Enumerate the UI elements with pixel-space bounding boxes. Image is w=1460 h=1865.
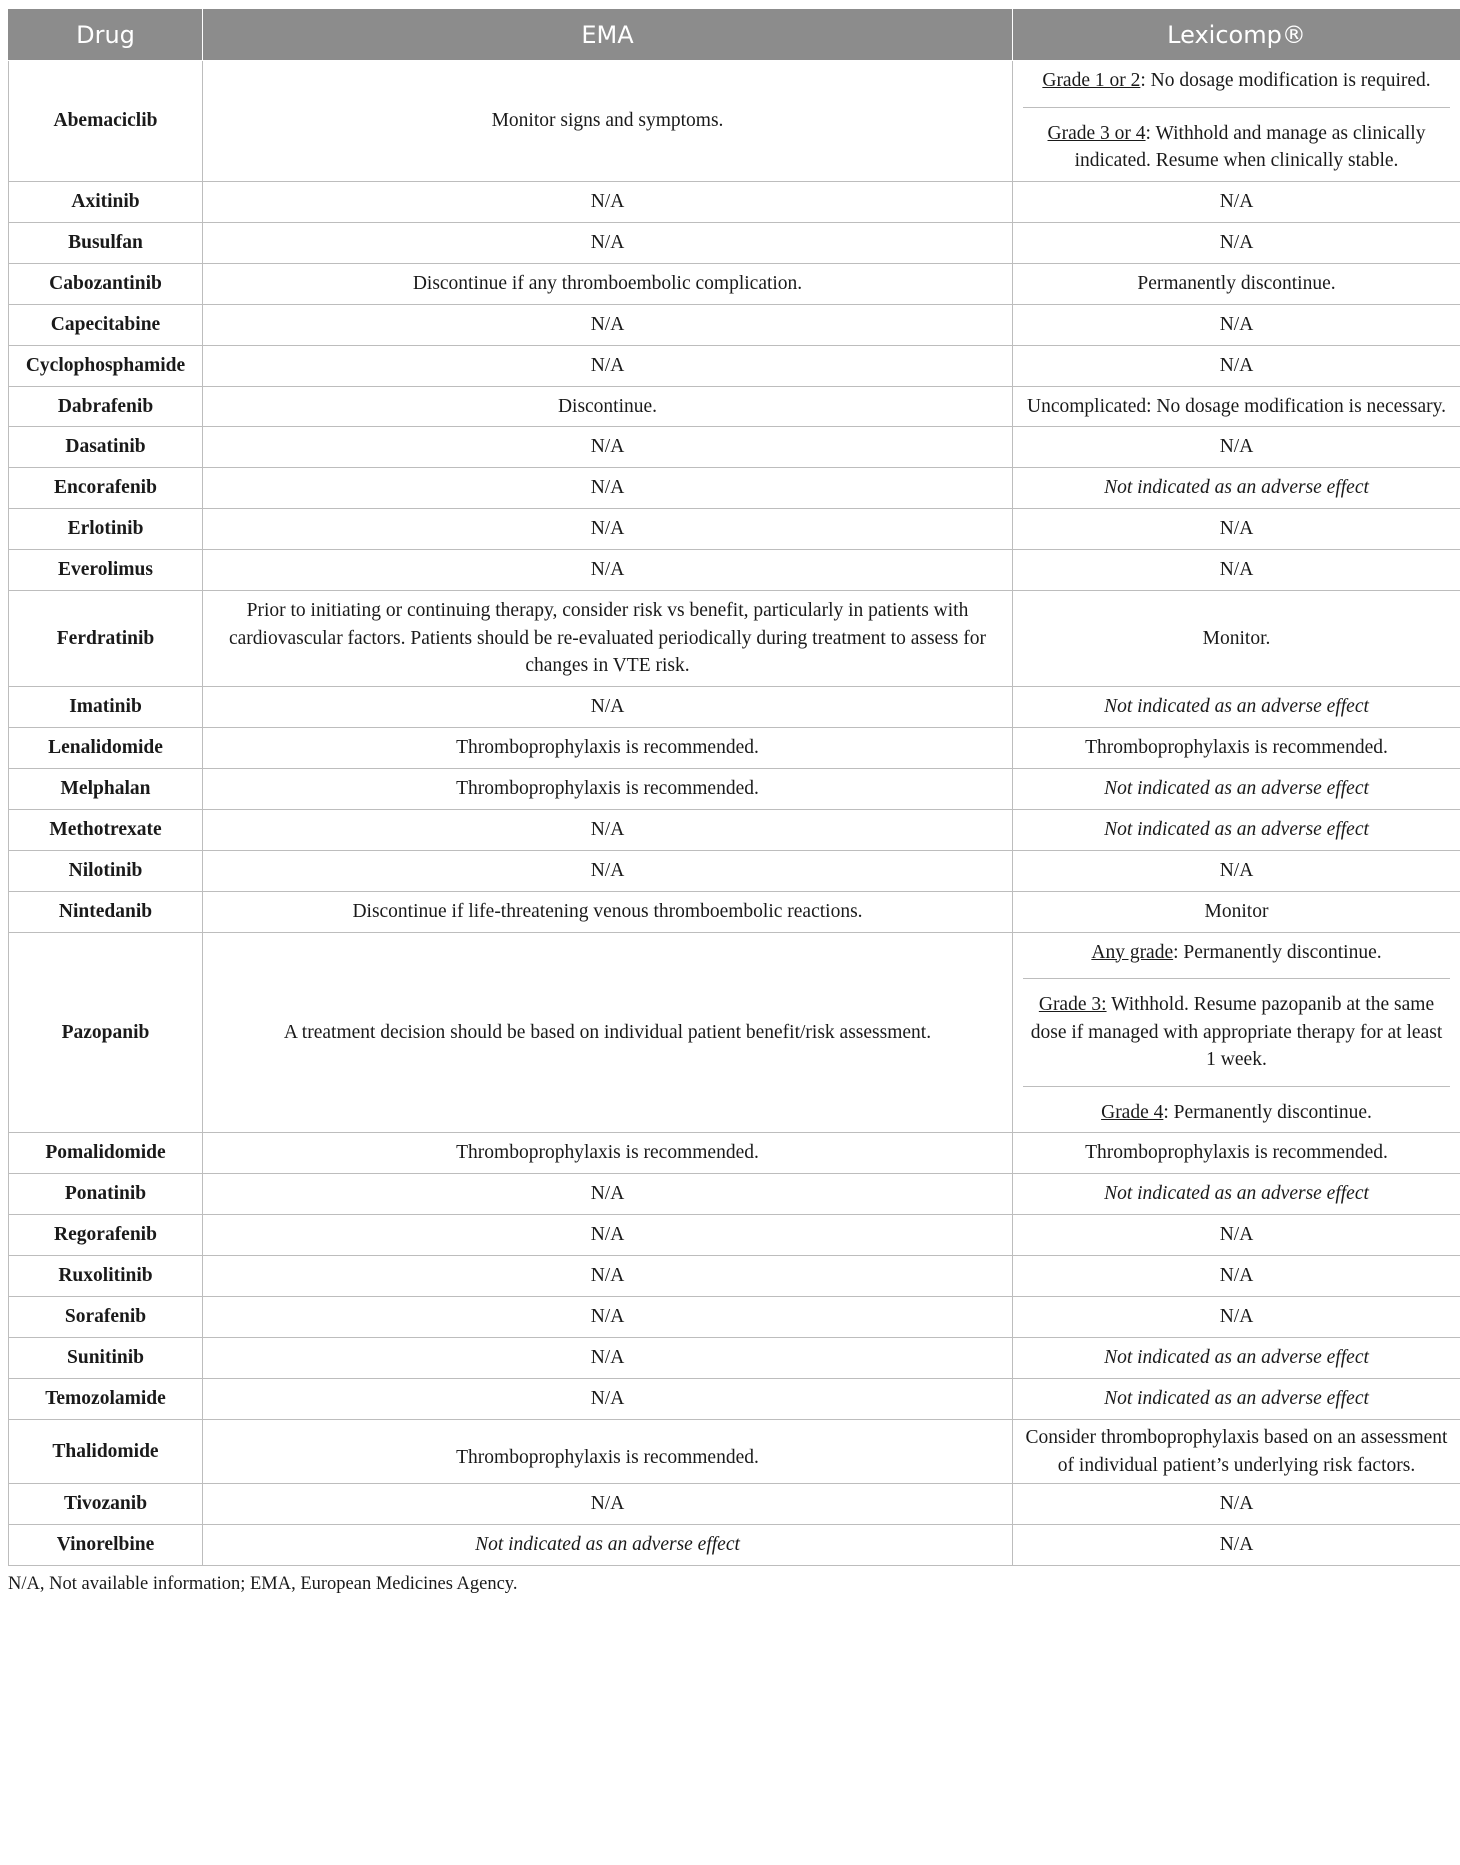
table-row [9, 1174, 1460, 1215]
table-row [9, 727, 1460, 768]
ema-cell: N/A [203, 509, 1013, 550]
ema-cell: N/A [203, 345, 1013, 386]
table-row [9, 850, 1460, 891]
lexicomp-cell: N/A [1013, 1215, 1460, 1256]
drug-cell: Axitinib [9, 181, 203, 222]
ema-cell: N/A [203, 304, 1013, 345]
table-row [9, 304, 1460, 345]
drug-cell: Pomalidomide [9, 1133, 203, 1174]
lexicomp-cell: Uncomplicated: No dosage modification is necessary. [1013, 386, 1460, 427]
lexicomp-sub-item [1023, 978, 1450, 1086]
ema-cell: N/A [203, 550, 1013, 591]
drug-cell: Busulfan [9, 222, 203, 263]
table-row [9, 1133, 1460, 1174]
ema-cell: N/A [203, 1484, 1013, 1525]
ema-cell: Thromboprophylaxis is recommended. [203, 1420, 1013, 1484]
table-row [9, 509, 1460, 550]
lexicomp-sub-item [1023, 61, 1450, 107]
table-row [9, 1420, 1460, 1484]
drug-cell: Temozolamide [9, 1379, 203, 1420]
lexicomp-sub-item [1023, 933, 1450, 979]
drug-cell: Capecitabine [9, 304, 203, 345]
drug-cell: Methotrexate [9, 809, 203, 850]
ema-cell: N/A [203, 850, 1013, 891]
lexicomp-sub-item [1023, 107, 1450, 181]
table-row [9, 427, 1460, 468]
drug-cell: Abemaciclib [9, 61, 203, 182]
ema-cell: Monitor signs and symptoms. [203, 61, 1013, 182]
ema-cell: Thromboprophylaxis is recommended. [203, 768, 1013, 809]
drug-cell: Regorafenib [9, 1215, 203, 1256]
table-row [9, 181, 1460, 222]
lexicomp-cell: N/A [1013, 509, 1460, 550]
drug-cell: Sorafenib [9, 1297, 203, 1338]
lexicomp-cell: N/A [1013, 345, 1460, 386]
drug-cell: Sunitinib [9, 1338, 203, 1379]
ema-cell: N/A [203, 809, 1013, 850]
lexicomp-cell: Thromboprophylaxis is recommended. [1013, 727, 1460, 768]
table-row [9, 1484, 1460, 1525]
lexicomp-cell: Monitor. [1013, 591, 1460, 687]
lexicomp-cell: N/A [1013, 1297, 1460, 1338]
table-row [9, 468, 1460, 509]
ema-cell: N/A [203, 222, 1013, 263]
ema-cell: A treatment decision should be based on individual patient benefit/risk assessment. [203, 932, 1013, 1133]
drug-cell: Vinorelbine [9, 1525, 203, 1566]
lexicomp-cell: N/A [1013, 550, 1460, 591]
ema-cell: N/A [203, 1297, 1013, 1338]
lexicomp-cell: Thromboprophylaxis is recommended. [1013, 1133, 1460, 1174]
lexicomp-cell: Not indicated as an adverse effect [1013, 768, 1460, 809]
ema-cell: N/A [203, 468, 1013, 509]
lexicomp-cell: Monitor [1013, 891, 1460, 932]
document-page [8, 8, 1460, 1595]
ema-cell: N/A [203, 1338, 1013, 1379]
lexicomp-cell: Not indicated as an adverse effect [1013, 1338, 1460, 1379]
table-row [9, 591, 1460, 687]
lexicomp-cell: N/A [1013, 850, 1460, 891]
lexicomp-cell [1013, 61, 1460, 182]
table-row [9, 1256, 1460, 1297]
ema-cell: Prior to initiating or continuing therapy, consider risk vs benefit, particularly in patients with cardiovascular factors. Patients should be re-evaluated periodically during treatment to assess for changes in VTE risk. [203, 591, 1013, 687]
table-row [9, 1525, 1460, 1566]
lexicomp-cell: N/A [1013, 222, 1460, 263]
grade-text: : Permanently discontinue. [1173, 941, 1382, 963]
header-row [9, 9, 1460, 61]
table-row [9, 768, 1460, 809]
table-row [9, 1215, 1460, 1256]
lexicomp-cell: N/A [1013, 1256, 1460, 1297]
header-lexicomp: Lexicomp® [1013, 9, 1460, 61]
drug-cell: Dasatinib [9, 427, 203, 468]
table-row [9, 1379, 1460, 1420]
drug-cell: Erlotinib [9, 509, 203, 550]
drug-cell: Lenalidomide [9, 727, 203, 768]
lexicomp-cell: Not indicated as an adverse effect [1013, 1174, 1460, 1215]
table-row [9, 263, 1460, 304]
ema-cell: Discontinue. [203, 386, 1013, 427]
table-row [9, 61, 1460, 182]
grade-label: Any grade [1091, 941, 1174, 963]
lexicomp-cell: N/A [1013, 304, 1460, 345]
drug-cell: Ruxolitinib [9, 1256, 203, 1297]
table-row [9, 345, 1460, 386]
ema-cell: N/A [203, 1256, 1013, 1297]
lexicomp-cell: Not indicated as an adverse effect [1013, 1379, 1460, 1420]
lexicomp-cell [1013, 932, 1460, 1133]
ema-cell: N/A [203, 181, 1013, 222]
lexicomp-cell: N/A [1013, 427, 1460, 468]
ema-cell: N/A [203, 686, 1013, 727]
grade-label: Grade 4 [1101, 1101, 1164, 1123]
drug-cell: Cyclophosphamide [9, 345, 203, 386]
table-row [9, 891, 1460, 932]
table-row [9, 550, 1460, 591]
ema-cell: Discontinue if any thromboembolic complication. [203, 263, 1013, 304]
grade-text: : Permanently discontinue. [1163, 1101, 1372, 1123]
drug-cell: Tivozanib [9, 1484, 203, 1525]
lexicomp-cell: Consider thromboprophylaxis based on an assessment of individual patient’s underlying risk factors. [1013, 1420, 1460, 1484]
drug-cell: Nintedanib [9, 891, 203, 932]
lexicomp-cell: Permanently discontinue. [1013, 263, 1460, 304]
lexicomp-cell: Not indicated as an adverse effect [1013, 468, 1460, 509]
table-footnote: N/A, Not available information; EMA, European Medicines Agency. [8, 1574, 518, 1594]
ema-cell: N/A [203, 1379, 1013, 1420]
drug-cell: Thalidomide [9, 1420, 203, 1484]
lexicomp-cell: Not indicated as an adverse effect [1013, 686, 1460, 727]
table-row [9, 1338, 1460, 1379]
table-row [9, 809, 1460, 850]
drug-cell: Ferdratinib [9, 591, 203, 687]
grade-label: Grade 1 or 2 [1042, 70, 1141, 91]
drug-cell: Nilotinib [9, 850, 203, 891]
ema-cell: Not indicated as an adverse effect [203, 1525, 1013, 1566]
header-ema: EMA [203, 9, 1013, 61]
grade-text: : Withhold and manage as clinically indicated. Resume when clinically stable. [1074, 122, 1426, 171]
lexicomp-cell: N/A [1013, 1525, 1460, 1566]
table-row [9, 222, 1460, 263]
table-row [9, 1297, 1460, 1338]
lexicomp-cell: Not indicated as an adverse effect [1013, 809, 1460, 850]
drug-cell: Melphalan [9, 768, 203, 809]
drug-cell: Pazopanib [9, 932, 203, 1133]
drug-table [8, 8, 1460, 1566]
lexicomp-cell: N/A [1013, 181, 1460, 222]
drug-cell: Dabrafenib [9, 386, 203, 427]
drug-cell: Ponatinib [9, 1174, 203, 1215]
table-row [9, 932, 1460, 1133]
ema-cell: N/A [203, 427, 1013, 468]
header-drug: Drug [9, 9, 203, 61]
drug-cell: Everolimus [9, 550, 203, 591]
table-row [9, 386, 1460, 427]
ema-cell: Thromboprophylaxis is recommended. [203, 1133, 1013, 1174]
lexicomp-cell: N/A [1013, 1484, 1460, 1525]
drug-cell: Imatinib [9, 686, 203, 727]
lexicomp-sub-item [1023, 1086, 1450, 1133]
drug-cell: Encorafenib [9, 468, 203, 509]
drug-cell: Cabozantinib [9, 263, 203, 304]
ema-cell: N/A [203, 1174, 1013, 1215]
grade-text: : No dosage modification is required. [1140, 70, 1431, 91]
table-row [9, 686, 1460, 727]
ema-cell: Discontinue if life-threatening venous thromboembolic reactions. [203, 891, 1013, 932]
ema-cell: N/A [203, 1215, 1013, 1256]
grade-text: Withhold. Resume pazopanib at the same dose if managed with appropriate therapy for at least 1 week. [1030, 994, 1443, 1070]
grade-label: Grade 3: [1038, 994, 1107, 1015]
grade-label: Grade 3 or 4 [1047, 122, 1146, 144]
ema-cell: Thromboprophylaxis is recommended. [203, 727, 1013, 768]
